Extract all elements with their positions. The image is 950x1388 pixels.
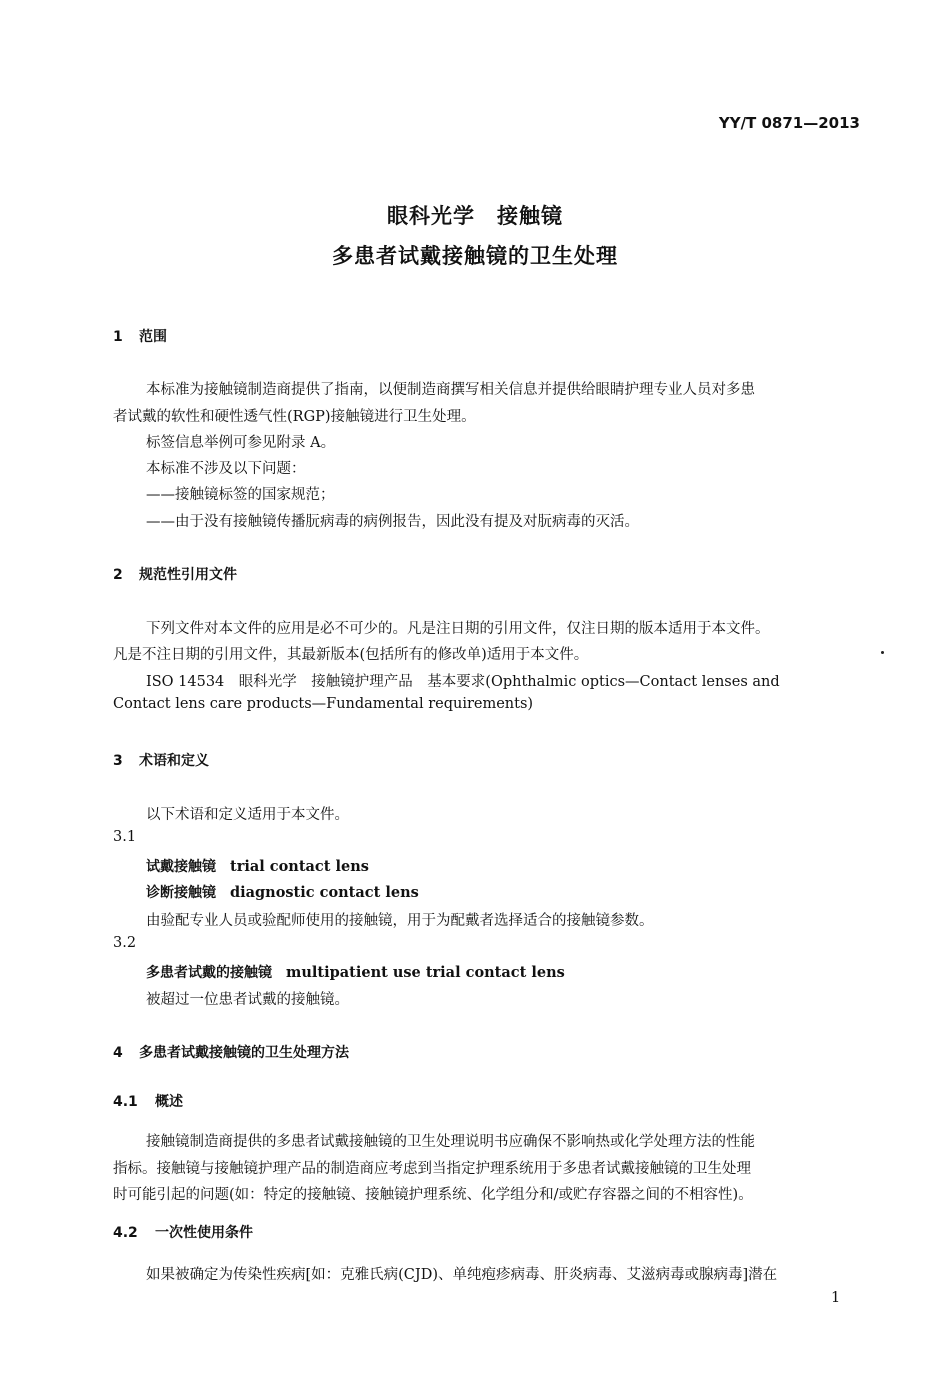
list-item: ——由于没有接触镜传播朊病毒的病例报告，因此没有提及对朊病毒的灭活。 bbox=[146, 514, 639, 530]
subsection-title: 一次性使用条件 bbox=[155, 1225, 253, 1241]
term-definition: 被超过一位患者试戴的接触镜。 bbox=[146, 992, 349, 1008]
paragraph: 本标准不涉及以下问题： bbox=[146, 461, 306, 477]
term-english: trial contact lens bbox=[230, 858, 369, 875]
section-4-heading bbox=[113, 1042, 349, 1062]
section-number: 4 bbox=[113, 1045, 123, 1061]
section-title: 规范性引用文件 bbox=[139, 567, 237, 583]
paragraph-line: 接触镜制造商提供的多患者试戴接触镜的卫生处理说明书应确保不影响热或化学处理方法的性能 bbox=[146, 1134, 755, 1150]
paragraph-line: 本标准为接触镜制造商提供了指南，以便制造商撰写相关信息并提供给眼睛护理专业人员对多患 bbox=[146, 382, 755, 398]
page-number: 1 bbox=[831, 1290, 841, 1306]
reference-line: ISO 14534 眼科光学 接触镜护理产品 基本要求(Ophthalmic optics—Contact lenses and bbox=[146, 674, 780, 690]
term-english: diagnostic contact lens bbox=[230, 884, 419, 901]
list-item: ——接触镜标签的国家规范； bbox=[146, 487, 335, 503]
document-title-line1: 眼科光学 接触镜 bbox=[387, 204, 563, 228]
paragraph-line: 如果被确定为传染性疾病[如：克雅氏病(CJD)、单纯疱疹病毒、肝炎病毒、艾滋病毒或腺病毒]潜在 bbox=[146, 1267, 778, 1283]
section-3-heading bbox=[113, 750, 209, 770]
subsection-4-2-heading bbox=[113, 1222, 253, 1242]
subsection-4-1-heading bbox=[113, 1091, 183, 1111]
paragraph-line: 时可能引起的问题(如：特定的接触镜、接触镜护理系统、化学组分和/或贮存容器之间的不相容性)。 bbox=[113, 1187, 753, 1203]
term-definition: 由验配专业人员或验配师使用的接触镜，用于为配戴者选择适合的接触镜参数。 bbox=[146, 913, 654, 929]
subsection-number: 4.2 bbox=[113, 1225, 138, 1241]
section-number: 1 bbox=[113, 329, 123, 345]
paragraph: 标签信息举例可参见附录 A。 bbox=[146, 435, 336, 451]
term-entry bbox=[146, 882, 419, 902]
document-title-line2: 多患者试戴接触镜的卫生处理 bbox=[332, 244, 618, 268]
term-chinese: 试戴接触镜 bbox=[146, 859, 216, 875]
term-number: 3.2 bbox=[113, 935, 137, 951]
reference-line: Contact lens care products—Fundamental requirements) bbox=[113, 696, 534, 712]
term-entry bbox=[146, 856, 369, 876]
paragraph-line: 者试戴的软性和硬性透气性(RGP)接触镜进行卫生处理。 bbox=[113, 409, 476, 425]
term-chinese: 诊断接触镜 bbox=[146, 885, 216, 901]
term-chinese: 多患者试戴的接触镜 bbox=[146, 965, 272, 981]
section-title: 范围 bbox=[139, 329, 167, 345]
paragraph: 以下术语和定义适用于本文件。 bbox=[146, 807, 349, 823]
term-number: 3.1 bbox=[113, 829, 137, 845]
section-2-heading bbox=[113, 564, 237, 584]
section-number: 2 bbox=[113, 567, 123, 583]
subsection-title: 概述 bbox=[155, 1094, 183, 1110]
section-number: 3 bbox=[113, 753, 123, 769]
term-entry bbox=[146, 962, 565, 982]
section-title: 术语和定义 bbox=[139, 753, 209, 769]
paragraph-line: 下列文件对本文件的应用是必不可少的。凡是注日期的引用文件，仅注日期的版本适用于本文件。 bbox=[146, 621, 770, 637]
term-english: multipatient use trial contact lens bbox=[286, 964, 565, 981]
paragraph-line: 指标。接触镜与接触镜护理产品的制造商应考虑到当指定护理系统用于多患者试戴接触镜的卫生处理 bbox=[113, 1161, 751, 1177]
subsection-number: 4.1 bbox=[113, 1094, 138, 1110]
paragraph-line: 凡是不注日期的引用文件，其最新版本(包括所有的修改单)适用于本文件。 bbox=[113, 647, 589, 663]
scan-speck bbox=[881, 651, 884, 654]
standard-code: YY/T 0871—2013 bbox=[718, 114, 860, 132]
section-title: 多患者试戴接触镜的卫生处理方法 bbox=[139, 1045, 349, 1061]
section-1-heading bbox=[113, 326, 167, 346]
